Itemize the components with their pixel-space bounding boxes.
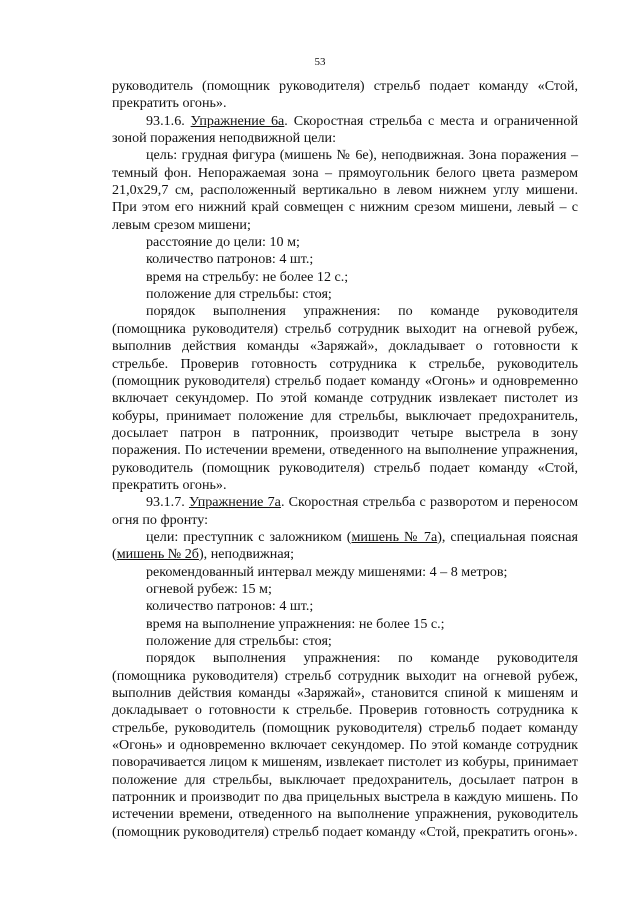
paragraph-targets bbox=[112, 529, 578, 564]
target-link-7a[interactable]: мишень № 7а bbox=[351, 528, 438, 545]
section-number: 93.1.6. bbox=[146, 112, 191, 129]
target-link-2b[interactable]: мишень № 2б bbox=[116, 546, 199, 563]
exercise-title-link[interactable]: Упражнение 6а bbox=[190, 112, 285, 129]
paragraph: расстояние до цели: 10 м; bbox=[146, 234, 300, 251]
paragraph: цель: грудная фигура (мишень № 6е), неподвижная. Зона поражения – темный фон. Непоражаемая зона – прямоугольник белого цвета размером 21,0х29,7 см, расположенный вертикально в левом нижнем углу мишени. При этом его нижний край совмещен с нижним срезом мишени, левый – с левым срезом мишени; bbox=[112, 147, 578, 233]
document-body bbox=[112, 78, 578, 841]
exercise-title-link[interactable]: Упражнение 7а bbox=[188, 494, 281, 511]
page-number: 53 bbox=[314, 56, 326, 68]
paragraph: количество патронов: 4 шт.; bbox=[146, 251, 314, 268]
text-segment: ), неподвижная; bbox=[198, 546, 294, 563]
paragraph: положение для стрельбы: стоя; bbox=[146, 633, 332, 649]
section-number: 93.1.7. bbox=[146, 494, 189, 511]
paragraph: огневой рубеж: 15 м; bbox=[146, 580, 272, 597]
section-description: . Скоростная стрельба с разворотом и переносом огня по фронту: bbox=[112, 494, 578, 528]
text-segment: ), специальная поясная ( bbox=[112, 528, 578, 563]
paragraph: время на выполнение упражнения: не более 15 с.; bbox=[146, 615, 445, 632]
paragraph: порядок выполнения упражнения: по команде руководителя (помощника руководителя) стрельб сотрудник выходит на огневой рубеж, выполнив действия команды «Заряжай», докладывает о готовности к стрельбе. Проверив готовность сотрудника к стрельбе, руководитель (помощник руководителя) стрельб подает команду «Огонь» и одновременно включает секундомер. По этой команде сотрудник извлекает пистолет из кобуры, принимает положение для стрельбы, выключает предохранитель, досылает патрон в патронник, производит четыре выстрела в зону поражения. По истечении времени, отведенного на выполнение упражнения, руководитель (помощник руководителя) стрельб подает команду «Стой, прекратить огонь». bbox=[112, 303, 578, 493]
paragraph: положение для стрельбы: стоя; bbox=[146, 286, 332, 303]
paragraph: время на стрельбу: не более 12 с.; bbox=[146, 268, 349, 285]
paragraph: рекомендованный интервал между мишенями: 4 – 8 метров; bbox=[146, 563, 508, 580]
section-heading-93-1-7 bbox=[112, 494, 578, 529]
paragraph: руководитель (помощник руководителя) стрельб подает команду «Стой, прекратить огонь». bbox=[112, 78, 578, 112]
paragraph: порядок выполнения упражнения: по команде руководителя (помощника руководителя) стрельб сотрудник выходит на огневой рубеж, выполнив действия команды «Заряжай», становится спиной к мишеням и докладывает о готовности к стрельбе. Проверив готовность сотрудника к стрельбе, руководитель (помощник руководителя) стрельб подает команду «Огонь» и одновременно включает секундомер. По этой команде сотрудник поворачивается лицом к мишеням, извлекает пистолет из кобуры, принимает положение для стрельбы, выключает предохранитель, досылает патрон в патронник и производит по два прицельных выстрела в каждую мишень. По истечении времени, отведенного на выполнение упражнения, руководитель (помощник руководителя) стрельб подает команду «Стой, прекратить огонь». bbox=[112, 650, 578, 840]
section-heading-93-1-6 bbox=[112, 113, 578, 148]
paragraph: количество патронов: 4 шт.; bbox=[146, 598, 314, 615]
text-segment: цели: преступник с заложником ( bbox=[146, 528, 352, 545]
section-description: . Скоростная стрельба с места и ограниченной зоной поражения неподвижной цели: bbox=[112, 112, 578, 147]
